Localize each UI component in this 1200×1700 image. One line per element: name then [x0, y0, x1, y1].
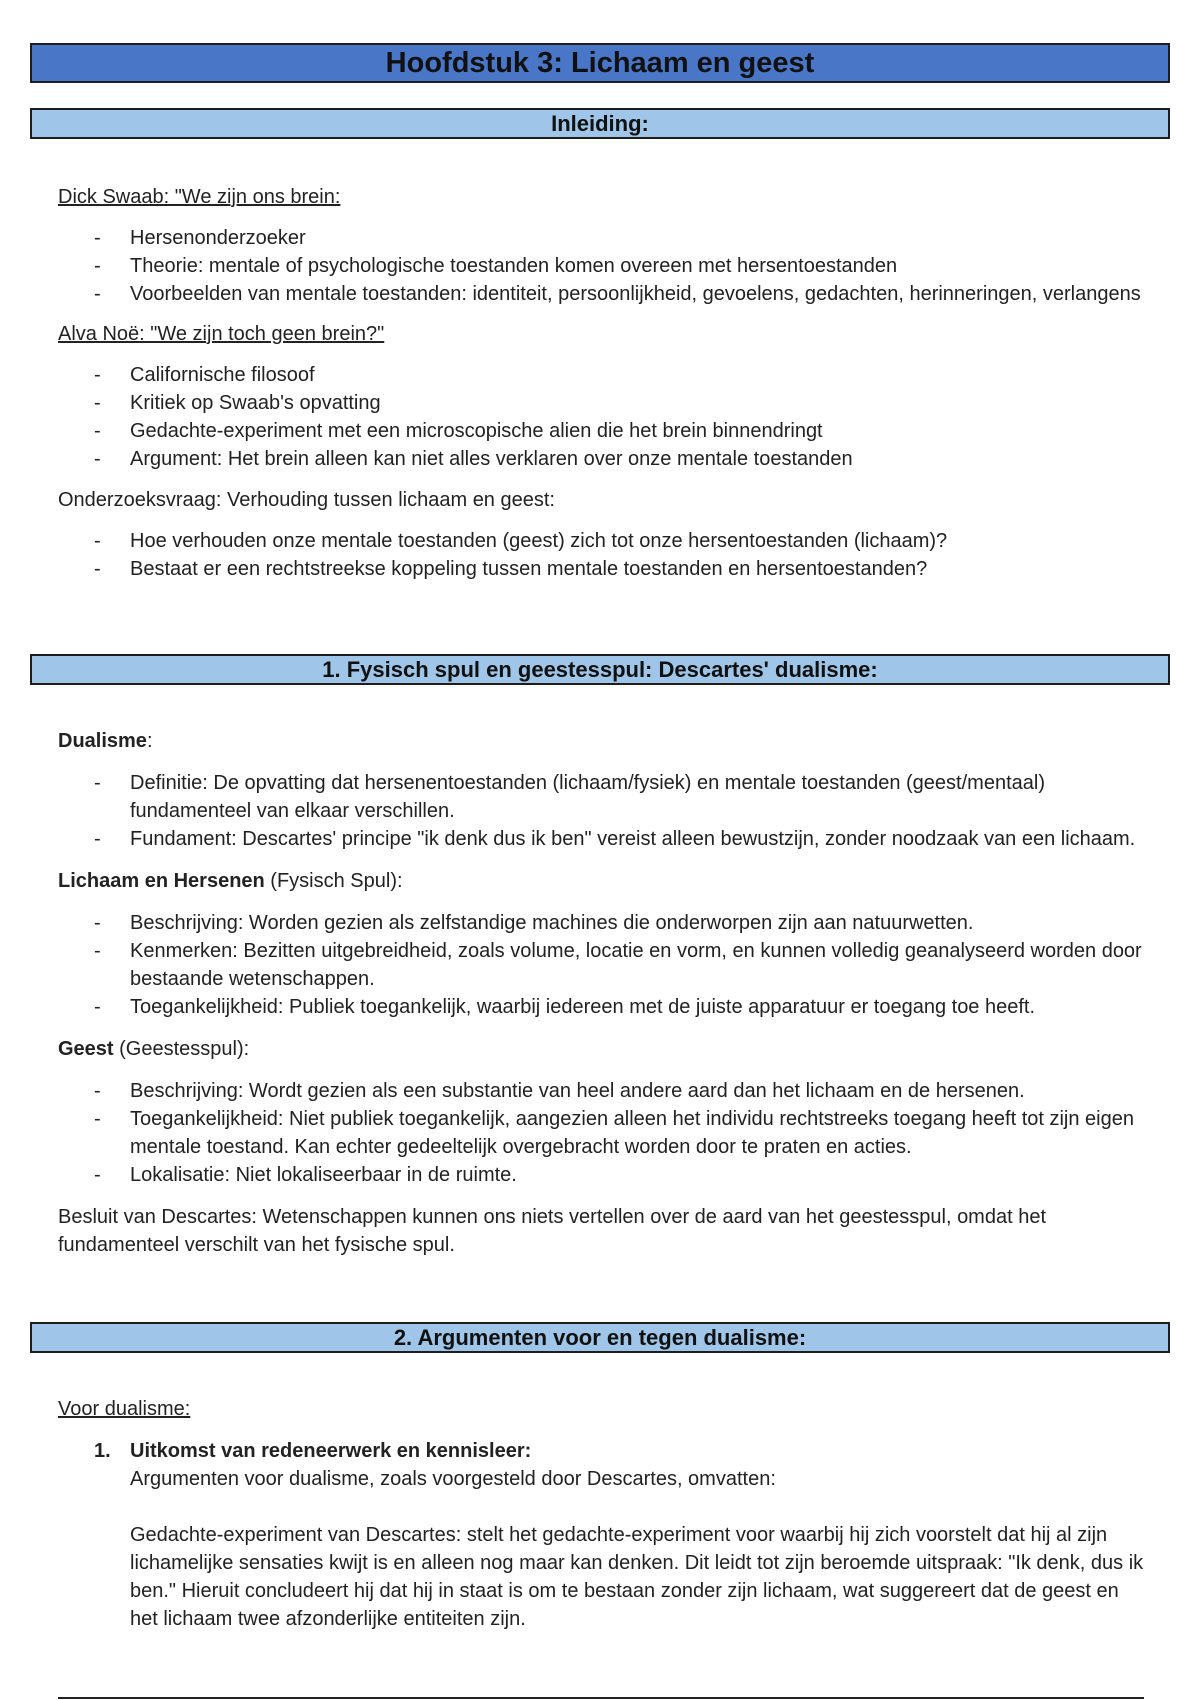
section-heading-argumenten: 2. Argumenten voor en tegen dualisme: [30, 1322, 1170, 1353]
list-item: - Toegankelijkheid: Niet publiek toegankelijk, aangezien alleen het individu rechtstreeks toegang heeft tot zijn eigen mentale toestand. Kan echter gedeeltelijk overgebracht worden door te praten en acties. [58, 1105, 1148, 1161]
dualisme-label: Dualisme [58, 730, 147, 752]
swaab-list [58, 224, 1148, 308]
research-question-heading: Onderzoeksvraag: Verhouding tussen lichaam en geest: [58, 489, 555, 511]
list-item: - Toegankelijkheid: Publiek toegankelijk, waarbij iedereen met de juiste apparatuur er toegang toe heeft. [58, 993, 1148, 1021]
list-item: - Hersenonderzoeker [58, 224, 1148, 252]
lichaam-heading [58, 867, 1148, 895]
list-item: - Californische filosoof [58, 361, 1148, 389]
section1-content [58, 727, 1148, 1259]
geest-heading [58, 1035, 1148, 1063]
list-item: - Kritiek op Swaab's opvatting [58, 389, 1148, 417]
lichaam-suffix: (Fysisch Spul): [264, 870, 403, 892]
list-item: - Voorbeelden van mentale toestanden: identiteit, persoonlijkheid, gevoelens, gedachten, herinneringen, verlangens [58, 280, 1148, 308]
list-item [58, 1437, 1148, 1633]
section2-content [58, 1395, 1148, 1633]
list-item: - Fundament: Descartes' principe "ik denk dus ik ben" vereist alleen bewustzijn, zonder noodzaak van een lichaam. [58, 825, 1148, 853]
geest-list [58, 1077, 1148, 1189]
geest-suffix: (Geestesspul): [113, 1038, 250, 1060]
noe-list [58, 361, 1148, 473]
descartes-conclusion: Besluit van Descartes: Wetenschappen kunnen ons niets vertellen over de aard van het geestesspul, omdat het fundamenteel verschilt van het fysische spul. [58, 1206, 1047, 1256]
swaab-heading: Dick Swaab: "We zijn ons brein: [58, 186, 341, 208]
list-item: - Theorie: mentale of psychologische toestanden komen overeen met hersentoestanden [58, 252, 1148, 280]
list-item: - Kenmerken: Bezitten uitgebreidheid, zoals volume, locatie en vorm, en kunnen volledig geanalyseerd worden door bestaande wetenschappen. [58, 937, 1148, 993]
dualisme-heading [58, 727, 1148, 755]
section-heading-dualisme: 1. Fysisch spul en geestesspul: Descartes' dualisme: [30, 654, 1170, 685]
argument-list [58, 1437, 1148, 1633]
item-number: 1. [94, 1440, 111, 1462]
list-item: - Definitie: De opvatting dat hersenentoestanden (lichaam/fysiek) en mentale toestanden (geest/mentaal) fundamenteel van elkaar verschillen. [58, 769, 1148, 825]
page-divider [58, 1697, 1144, 1699]
list-item: - Beschrijving: Worden gezien als zelfstandige machines die onderworpen zijn aan natuurwetten. [58, 909, 1148, 937]
argument-title: Uitkomst van redeneerwerk en kennisleer: [130, 1440, 532, 1462]
list-item: - Beschrijving: Wordt gezien als een substantie van heel andere aard dan het lichaam en de hersenen. [58, 1077, 1148, 1105]
question-list [58, 527, 1148, 583]
lichaam-label: Lichaam en Hersenen [58, 870, 265, 892]
voor-dualisme-heading: Voor dualisme: [58, 1398, 191, 1420]
lichaam-list [58, 909, 1148, 1021]
argument-body: Gedachte-experiment van Descartes: stelt het gedachte-experiment voor waarbij hij zich voorstelt dat hij al zijn lichamelijke sensaties kwijt is en alleen nog maar kan denken. Dit leidt tot zijn beroemde uitspraak: "Ik denk, dus ik ben." Hieruit concludeert hij dat hij in staat is om te bestaan zonder zijn lichaam, wat suggereert dat de geest en het lichaam twee afzonderlijke entiteiten zijn. [130, 1524, 1144, 1630]
list-item: - Lokalisatie: Niet lokaliseerbaar in de ruimte. [58, 1161, 1148, 1189]
noe-heading: Alva Noë: "We zijn toch geen brein?" [58, 323, 385, 345]
dualisme-suffix: : [146, 730, 153, 752]
list-item: - Hoe verhouden onze mentale toestanden (geest) zich tot onze hersentoestanden (lichaam)? [58, 527, 1148, 555]
argument-intro: Argumenten voor dualisme, zoals voorgesteld door Descartes, omvatten: [130, 1468, 776, 1490]
list-item: - Argument: Het brein alleen kan niet alles verklaren over onze mentale toestanden [58, 445, 1148, 473]
dualisme-list [58, 769, 1148, 853]
section-heading-inleiding: Inleiding: [30, 108, 1170, 139]
intro-content [58, 183, 1148, 583]
list-item: - Gedachte-experiment met een microscopische alien die het brein binnendringt [58, 417, 1148, 445]
list-item: - Bestaat er een rechtstreekse koppeling tussen mentale toestanden en hersentoestanden? [58, 555, 1148, 583]
geest-label: Geest [58, 1038, 114, 1060]
chapter-title: Hoofdstuk 3: Lichaam en geest [30, 43, 1170, 83]
